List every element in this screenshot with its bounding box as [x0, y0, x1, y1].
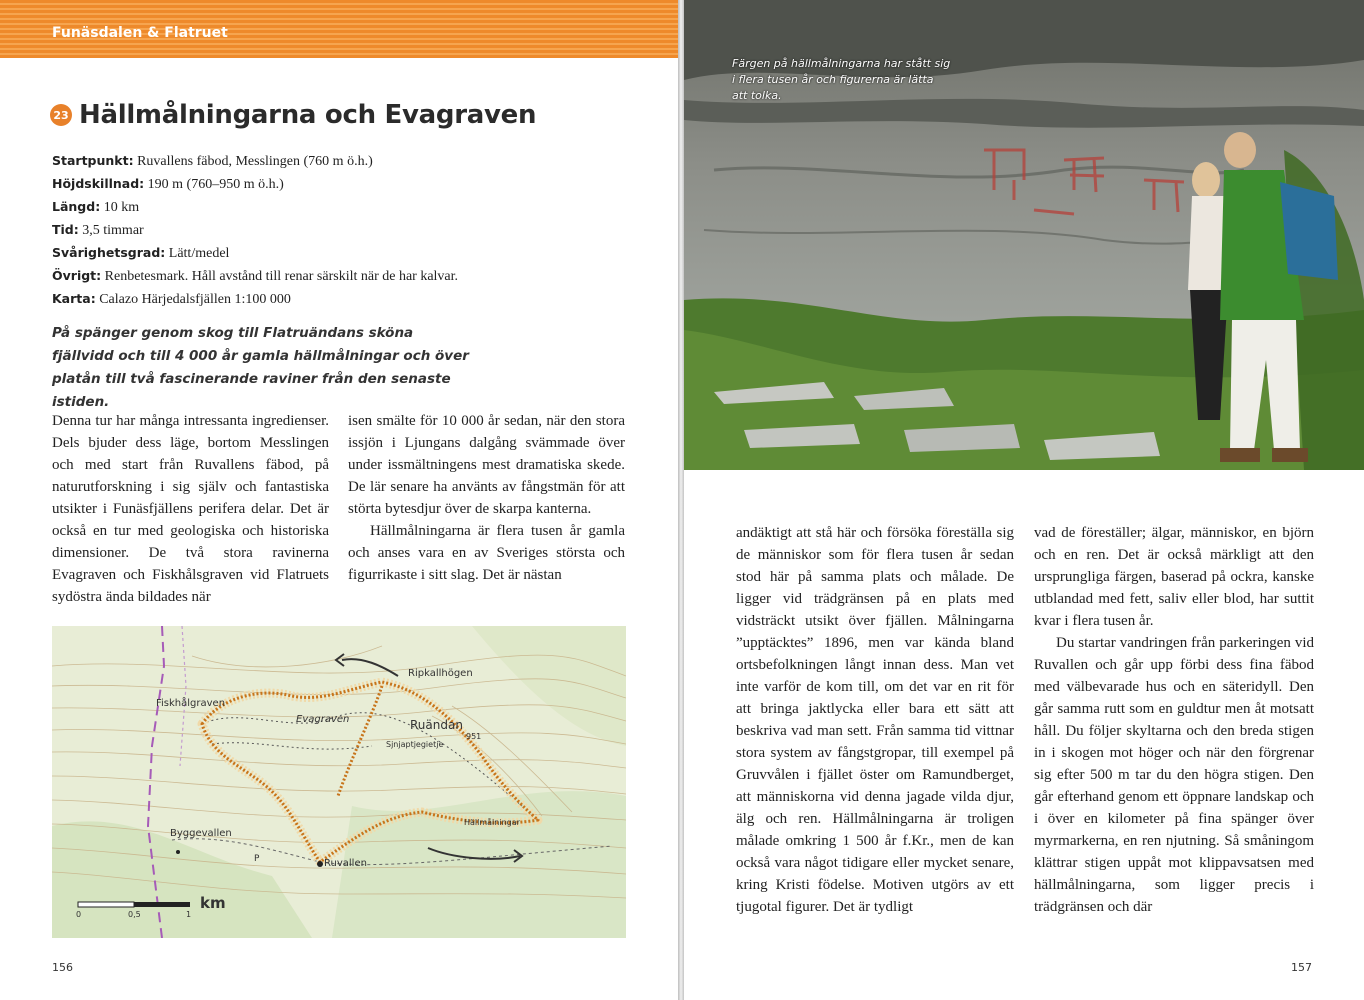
page-number-right: 157	[1291, 961, 1312, 974]
rock-painting-photo	[684, 0, 1364, 470]
body-paragraph: Hällmålningarna är flera tusen år gamla och anses vara en av Sveriges största och figurrikaste i sitt slag. Det är nästan	[348, 523, 625, 583]
right-column-2	[1034, 522, 1314, 918]
left-column-2	[348, 410, 625, 586]
map-label-elevation: 951	[466, 732, 482, 741]
map-scale-tick: 0,5	[128, 910, 141, 919]
lead-paragraph: På spänger genom skog till Flatruändans sköna fjällvidd och till 4 000 år gamla hällmålningar och över platån till två fascinerande raviner från den senaste istiden.	[52, 325, 469, 410]
page-number-left: 156	[52, 961, 73, 974]
right-page	[684, 0, 1364, 1000]
map-label-sjnjaptjegietje: Sjnjaptjegietje	[386, 740, 444, 749]
fact-startpunkt: Startpunkt: Ruvallens fäbod, Messlingen (760 m ö.h.)	[52, 153, 373, 169]
map-label-byggevallen: Byggevallen	[170, 828, 232, 839]
body-paragraph: isen smälte för 10 000 år sedan, när den stora issjön i Ljungans dalgång svämmade över under issmältningens mest dramatiska skede. De lär senare ha använts av fångstmän för att störta bytesdjur över de skarpa kanterna.	[348, 413, 625, 517]
route-title-row	[50, 100, 536, 130]
map-parking-marker: P	[254, 854, 260, 864]
route-number-badge: 23	[50, 104, 72, 126]
route-facts	[52, 150, 652, 311]
route-title: Hällmålningarna och Evagraven	[79, 100, 537, 130]
right-column-1	[736, 522, 1014, 918]
map-scale-unit: km	[200, 894, 226, 912]
route-map	[52, 626, 626, 938]
map-label-ruandan: Ruändan	[410, 718, 463, 732]
body-paragraph: Denna tur har många intressanta ingredienser. Dels bjuder dess läge, bortom Messlingen och med start från Ruvallens fäbod, på naturutforskning i sig själv och fantastiska utsikter i Funäsfjällens perifera delar. Det är också en tur med geologiska och historiska dimensioner. De två stora ravinerna Evagraven och Fiskhålsgraven vid Flatruets sydöstra ända bildades när	[52, 413, 329, 605]
fact-tid: Tid: 3,5 timmar	[52, 222, 144, 238]
map-scale-tick: 0	[76, 910, 82, 919]
body-paragraph: Du startar vandringen från parkeringen vid Ruvallen och går upp förbi dess fina fäbod med välbevarade hus och en säteridyll. Den går samma rutt som en guldtur men åt motsatt håll. Du följer skyltarna och den breda stigen in i skogen mot höger och när den förgrenar sig efter 500 m tar du den högra stigen. Den går efterhand genom ett öppnare landskap och i över en kilometer på fina spänger över myrmarkerna, en ren njutning. Så småningom klättrar stigen uppåt mot klippavsatsen med hällmålningarna, som ligger precis i trädgränsen och där	[1034, 635, 1314, 915]
section-header-band	[0, 0, 678, 58]
fact-langd: Längd: 10 km	[52, 199, 140, 215]
map-label-ripkallhogen: Ripkallhögen	[408, 668, 473, 679]
map-label-evagraven: Evagraven	[296, 714, 350, 725]
fact-svarighetsgrad: Svårighetsgrad: Lätt/medel	[52, 245, 230, 261]
body-paragraph: andäktigt att stå här och försöka föreställa sig de människor som för flera tusen år sedan stod här på samma plats och målade. De ligger vid trädgränsen på en plats med vidsträckt utsikt över fjällen. Målningarna ”upptäcktes” 1896, men var kända bland ortsbefolkningen långt innan dess. Man vet inte varför de kom till, om det var en rit för att bringa jaktlycka eller bara ett sätt att beskriva vad man sett. Från samma tid vittnar stora system av fångstgropar, till exempel på Gruvvålen i fjället öster om Ramundberget, att människorna vid denna jagade vilda djur, älg och ren. Hällmålningarna är troligen målade omkring 1 500 år f.Kr., men de kan också vara något tidigare eller mycket senare, kring Kristi födelse. Motiven utgörs av ett tjugotal figurer. Det är tydligt	[736, 525, 1014, 915]
left-column-1	[52, 410, 329, 608]
photo-caption: Färgen på hällmålningarna har stått sig i flera tusen år och figurerna är lätta att tolka.	[732, 57, 951, 102]
fact-hojdskillnad: Höjdskillnad: 190 m (760–950 m ö.h.)	[52, 176, 284, 192]
section-title: Funäsdalen & Flatruet	[52, 25, 228, 41]
map-scale-tick: 1	[186, 910, 192, 919]
map-graphic	[52, 626, 626, 938]
map-label-ruvallen: Ruvallen	[324, 858, 367, 869]
fact-ovrigt: Övrigt: Renbetesmark. Håll avstånd till renar särskilt när de har kalvar.	[52, 268, 459, 284]
map-label-hallmalningar: Hällmålningar	[464, 818, 520, 827]
left-page	[0, 0, 678, 1000]
map-label-fiskhalgraven: Fiskhålgraven	[156, 698, 226, 709]
fact-karta: Karta: Calazo Härjedalsfjällen 1:100 000	[52, 291, 291, 307]
body-paragraph: vad de föreställer; älgar, människor, en björn och en ren. Det är också märkligt att den ursprungliga färgen, baserad på ockra, kanske utblandad med fett, saliv eller blod, har suttit kvar i flera tusen år.	[1034, 525, 1314, 629]
